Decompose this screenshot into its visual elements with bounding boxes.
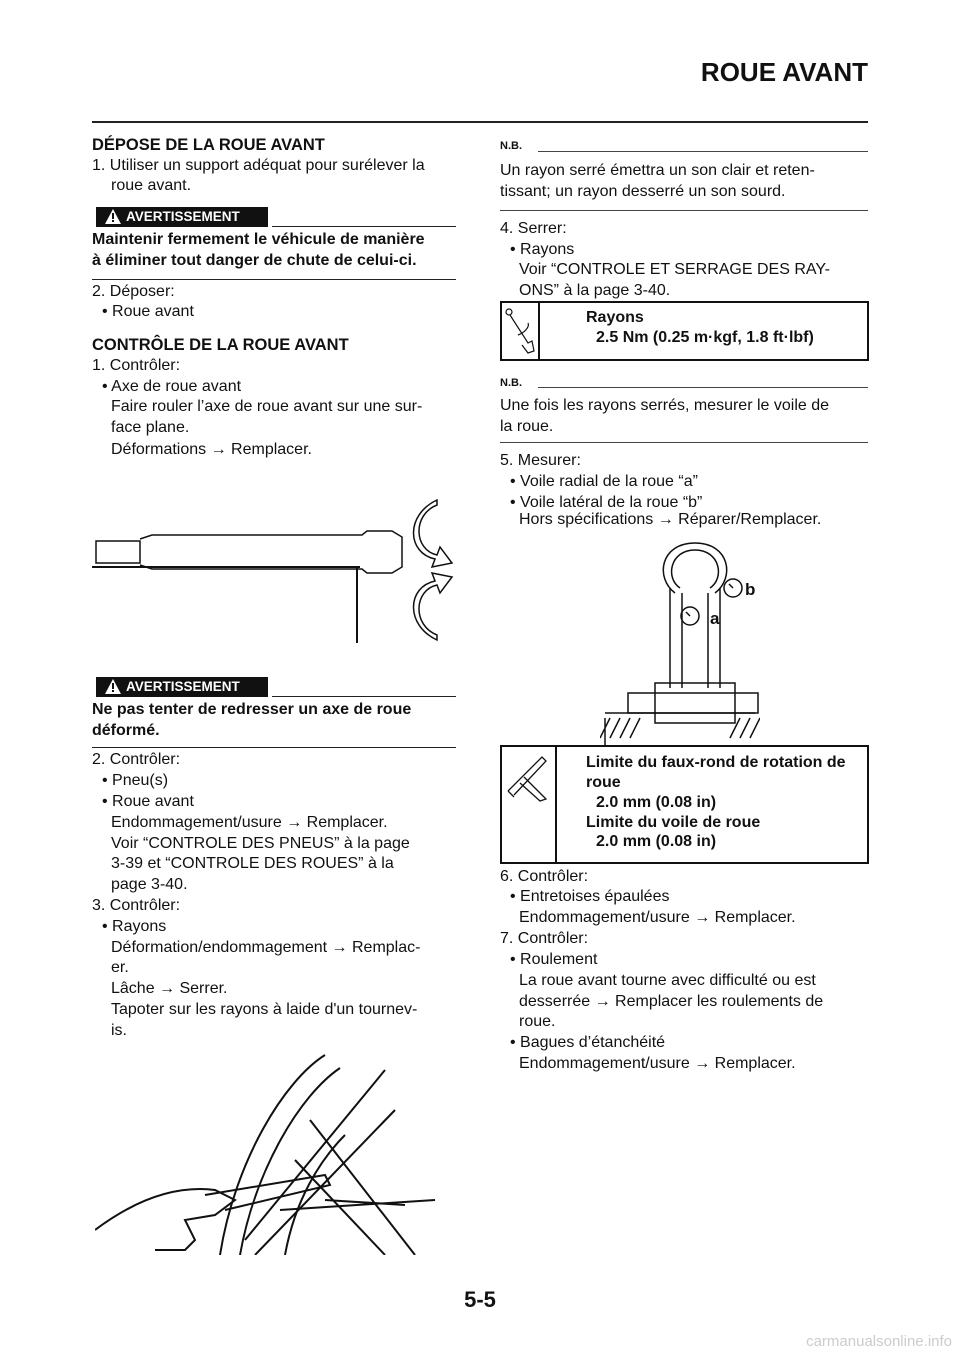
step-text: Endommagement/usure → Remplacer. [111, 814, 388, 831]
divider [272, 226, 456, 227]
step-text: roue. [519, 1013, 556, 1030]
section-title: DÉPOSE DE LA ROUE AVANT [92, 136, 325, 154]
divider [500, 442, 868, 443]
step: 2. Contrôler: [92, 751, 181, 768]
divider [272, 696, 456, 697]
page-title: ROUE AVANT [700, 57, 868, 87]
warning-badge [96, 207, 268, 227]
note-text: la roue. [500, 418, 554, 435]
step-text: Voir “CONTROLE DES PNEUS” à la page [111, 835, 410, 852]
step: 1. Contrôler: [92, 357, 181, 374]
note-text: Une fois les rayons serrés, mesurer le voile de [500, 397, 830, 414]
header-rule [92, 121, 868, 123]
step-text: Hors spécifications → Réparer/Remplacer. [519, 511, 822, 528]
limit-label: Limite du voile de roue [586, 814, 761, 831]
warning-text: Ne pas tenter de redresser un axe de roue [92, 701, 412, 718]
step-text: Déformations → Remplacer. [111, 441, 312, 458]
step-text: Tapoter sur les rayons à laide d'un tournev- [111, 1001, 418, 1018]
step-text: Endommagement/usure → Remplacer. [519, 1055, 796, 1072]
bullet: • Pneu(s) [102, 772, 169, 789]
step-text: desserrée → Remplacer les roulements de [519, 993, 824, 1010]
step-text: roue avant. [111, 177, 192, 194]
wheel-runout-illustration [600, 538, 760, 746]
divider [538, 151, 868, 152]
step: 6. Contrôler: [500, 868, 589, 885]
bullet: • Roue avant [102, 303, 194, 320]
step-text: Endommagement/usure → Remplacer. [519, 909, 796, 926]
warning-label: AVERTISSEMENT [126, 679, 240, 694]
step-text: Lâche → Serrer. [111, 980, 228, 997]
note-text: Un rayon serré émettra un son clair et reten- [500, 162, 815, 179]
step: 7. Contrôler: [500, 930, 589, 947]
limit-value: 2.0 mm (0.08 in) [596, 833, 717, 850]
bullet: • Axe de roue avant [102, 378, 242, 395]
step: 1. Utiliser un support adéquat pour surélever la [92, 157, 425, 174]
warning-icon [105, 209, 121, 224]
step: 5. Mesurer: [500, 452, 581, 469]
torque-wrench-icon [504, 307, 536, 355]
divider [92, 279, 456, 280]
spoke-tapping-illustration [95, 1050, 445, 1255]
bullet: • Voile radial de la roue “a” [510, 473, 698, 490]
step-text: er. [111, 959, 129, 976]
bullet: • Bagues d’étanchéité [510, 1034, 666, 1051]
figure-label-b: b [745, 580, 756, 599]
axle-rolling-illustration [92, 495, 462, 650]
step-text: 3-39 et “CONTROLE DES ROUES” à la [111, 855, 394, 872]
warning-icon [105, 679, 121, 694]
figure-label-a: a [710, 609, 720, 628]
step-text: Faire rouler l’axe de roue avant sur une sur- [111, 398, 423, 415]
bullet: • Rayons [510, 241, 575, 258]
warning-text: déformé. [92, 722, 160, 739]
step: 2. Déposer: [92, 283, 175, 300]
step: 4. Serrer: [500, 220, 567, 237]
page-number: 5-5 [464, 1287, 496, 1312]
nb-label: N.B. [500, 140, 522, 152]
divider [92, 747, 456, 748]
step-text: Voir “CONTROLE ET SERRAGE DES RAY- [519, 261, 830, 278]
divider [500, 210, 868, 211]
torque-name: Rayons [586, 309, 644, 326]
nb-label: N.B. [500, 377, 522, 389]
torque-value: 2.5 Nm (0.25 m·kgf, 1.8 ft·lbf) [596, 329, 814, 346]
step-text: page 3-40. [111, 876, 188, 893]
bullet: • Voile latéral de la roue “b” [510, 494, 703, 511]
step-text: Déformation/endommagement → Remplac- [111, 939, 421, 956]
step: 3. Contrôler: [92, 897, 181, 914]
limit-value: 2.0 mm (0.08 in) [596, 794, 717, 811]
limit-label: Limite du faux-rond de rotation de [586, 754, 846, 771]
bullet: • Entretoises épaulées [510, 888, 670, 905]
step-text: La roue avant tourne avec difficulté ou est [519, 972, 816, 989]
step-text: is. [111, 1022, 127, 1039]
caliper-icon [506, 755, 550, 803]
step-text: face plane. [111, 419, 190, 436]
watermark: carmanualsonline.info [806, 1333, 952, 1350]
note-text: tissant; un rayon desserré un son sourd. [500, 183, 786, 200]
warning-text: à éliminer tout danger de chute de celui-ci. [92, 252, 417, 269]
warning-text: Maintenir fermement le véhicule de manière [92, 231, 425, 248]
step-text: ONS” à la page 3-40. [519, 282, 671, 299]
bullet: • Roue avant [102, 793, 194, 810]
warning-badge [96, 677, 268, 697]
bullet: • Rayons [102, 918, 167, 935]
limit-label: roue [586, 774, 621, 791]
bullet: • Roulement [510, 951, 598, 968]
section-title: CONTRÔLE DE LA ROUE AVANT [92, 336, 349, 354]
warning-label: AVERTISSEMENT [126, 209, 240, 224]
divider [538, 387, 868, 388]
